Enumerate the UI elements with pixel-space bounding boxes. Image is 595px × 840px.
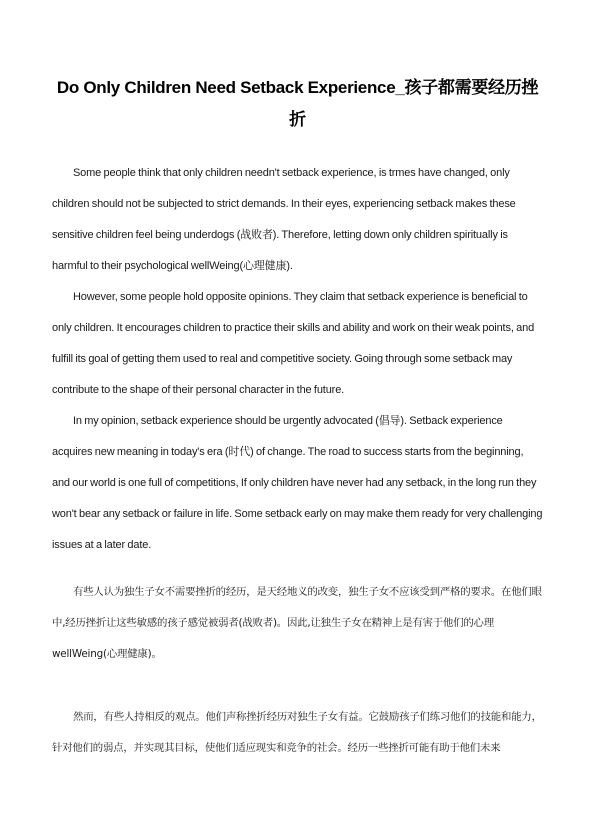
paragraph-zh-2: 然而，有些人持相反的观点。他们声称挫折经历对独生子女有益。它鼓励孩子们练习他们的技能和能力，针对他们的弱点，并实现其目标，使他们适应现实和竞争的社会。经历一些挫折可能有助于他们未来: [52, 711, 542, 754]
paragraph-zh-1: 有些人认为独生子女不需要挫折的经历，是天经地义的改变，独生子女不应该受到严格的要求。在他们眼中,经历挫折让这些敏感的孩子感觉被弱者(战败者)。因此,让独生子女在精神上是有害于他们的心理wellWeing(心理健康)。: [52, 586, 542, 660]
paragraph-en-1: Some people think that only children needn't setback experience, is trmes have changed, only children should not be subjected to strict demands. In their eyes, experiencing setback makes these sensitive children feel being underdogs (战败者). Therefore, letting down only children spiritually is harmful to their psychological wellWeing(心理健康).: [52, 167, 516, 272]
paragraph-spacer: [52, 670, 543, 702]
document-body: [52, 158, 543, 764]
document-title: Do Only Children Need Setback Experience_孩子都需要经历挫折: [56, 78, 539, 129]
paragraph-en-2: However, some people hold opposite opinions. They claim that setback experience is beneficial to only children. It encourages children to practice their skills and ability and work on their weak points, and fulfill its goal of getting them used to real and competitive society. Going through some setback may contribute to the shape of their personal character in the future.: [52, 291, 535, 396]
paragraph-spacer: [52, 561, 543, 577]
paragraph-en-3: In my opinion, setback experience should be urgently advocated (倡导). Setback experience acquires new meaning in today's era (时代) of change. The road to success starts from the beginning, and our world is one full of competitions, If only children have never had any setback, in the long run they won't bear any setback or failure in life. Some setback early on may make them ready for very challenging issues at a later date.: [52, 415, 543, 551]
